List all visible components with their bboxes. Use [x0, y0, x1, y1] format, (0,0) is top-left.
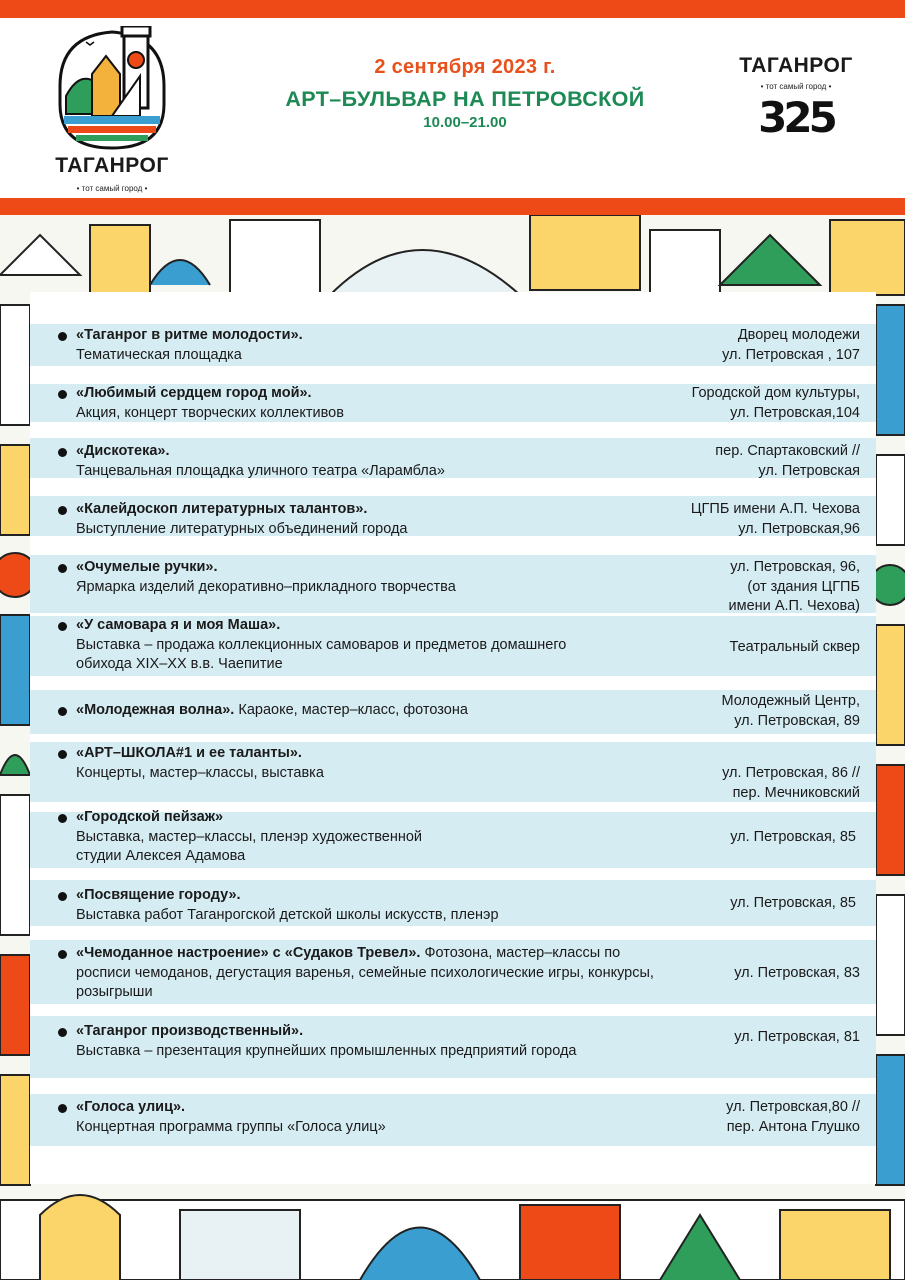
bullet-icon [58, 707, 67, 716]
bullet-icon [58, 506, 67, 515]
item-location-line: Молодежный Центр, [721, 693, 860, 709]
item-name: «Городской пейзаж» [76, 809, 224, 825]
bullet-icon [58, 814, 67, 823]
logo-right-tagline: • тот самый город • [760, 82, 832, 91]
item-description: Ярмарка изделий декоративно–прикладного творчества [76, 578, 456, 595]
item-description: Концерты, мастер–классы, выставка [76, 764, 324, 781]
anniversary-number: 325 [758, 93, 834, 142]
bullet-icon [58, 622, 67, 631]
item-description: Караоке, мастер–класс, фотозона [234, 702, 468, 718]
item-description: Выставка работ Таганрогской детской школы искусств, пленэр [76, 906, 499, 923]
item-location-line: ул. Петровская, 81 [734, 1029, 860, 1045]
city-emblem-icon [52, 26, 172, 152]
item-location-line: имени А.П. Чехова) [728, 598, 860, 614]
title-block [200, 56, 730, 131]
item-name: «Любимый сердцем город мой». [76, 385, 312, 401]
event-hours: 10.00–21.00 [423, 114, 507, 131]
item-location-line: пер. Мечниковский [732, 784, 860, 801]
top-orange-stripe [0, 0, 905, 18]
item-description: Выставка – продажа коллекционных самоваров и предметов домашнего обихода XIX–XX в.в. Чаепитие [76, 636, 567, 672]
item-location-line: пер. Антона Глушко [726, 1118, 860, 1135]
item-location-line: ул. Петровская,96 [738, 520, 860, 537]
bullet-icon [58, 1028, 67, 1037]
item-location-line: ул. Петровская,104 [730, 404, 860, 421]
item-name: «У самовара я и моя Маша». [76, 617, 281, 633]
item-name: «Калейдоскоп литературных талантов». [76, 501, 368, 517]
bullet-icon [58, 332, 67, 341]
logo-right-city: ТАГАНРОГ [739, 54, 853, 77]
item-name: «Очумелые ручки». [76, 559, 218, 575]
taganrog-325-logo [726, 54, 866, 184]
item-location-line: ул. Петровская [758, 462, 860, 479]
item-description: Выступление литературных объединений города [76, 520, 408, 537]
bullet-icon [58, 564, 67, 573]
header [0, 18, 905, 198]
item-location-line: Дворец молодежи [737, 327, 860, 343]
item-name: «Таганрог производственный». [76, 1023, 304, 1039]
taganrog-logo-left [52, 26, 172, 196]
item-location-line: Театральный сквер [729, 639, 860, 655]
item-description: Выставка – презентация крупнейших промышленных предприятий города [76, 1042, 577, 1059]
bullet-icon [58, 1104, 67, 1113]
item-location-line: ул. Петровская, 85 [730, 829, 856, 845]
item-location-line: ул. Петровская, 83 [734, 965, 860, 981]
middle-orange-stripe [0, 198, 905, 215]
event-date: 2 сентября 2023 г. [374, 56, 556, 78]
item-location-line: ЦГПБ имени А.П. Чехова [690, 501, 860, 517]
item-location-line: ул. Петровская, 89 [734, 712, 860, 729]
bullet-icon [58, 390, 67, 399]
item-name: «Молодежная волна». [76, 702, 235, 718]
item-location-line: Городской дом культуры, [691, 385, 860, 401]
item-name: «Дискотека». [76, 443, 170, 459]
item-location-line: (от здания ЦГПБ [747, 578, 860, 595]
bullet-icon [58, 750, 67, 759]
item-location-line: ул. Петровская,80 // [726, 1099, 860, 1115]
item-description: Выставка, мастер–классы, пленэр художественной студии Алексея Адамова [76, 828, 423, 864]
item-name: «Посвящение городу». [76, 887, 241, 903]
bullet-icon [58, 950, 67, 959]
item-description: Акция, концерт творческих коллективов [76, 404, 344, 421]
item-name: «Таганрог в ритме молодости». [76, 327, 303, 343]
item-location-line: пер. Спартаковский // [715, 443, 860, 459]
item-name: «АРТ–ШКОЛА#1 и ее таланты». [76, 745, 302, 761]
event-title: АРТ–БУЛЬВАР НА ПЕТРОВСКОЙ [285, 87, 645, 111]
item-description: Концертная программа группы «Голоса улиц» [76, 1118, 386, 1135]
item-location-line: ул. Петровская, 85 [730, 895, 856, 911]
bullet-icon [58, 448, 67, 457]
logo-left-tagline: • тот самый город • [76, 184, 148, 193]
item-description: Танцевальная площадка уличного театра «Ларамбла» [76, 462, 445, 479]
item-name: «Голоса улиц». [76, 1099, 186, 1115]
item-location-line: ул. Петровская , 107 [722, 346, 860, 363]
item-description: Тематическая площадка [76, 346, 242, 363]
bullet-icon [58, 892, 67, 901]
item-location-line: ул. Петровская, 96, [730, 559, 860, 575]
item-name: «Чемоданное настроение» с «Судаков Тревел». [76, 945, 421, 961]
item-location-line: ул. Петровская, 86 // [722, 765, 860, 781]
logo-left-city: ТАГАНРОГ [55, 154, 169, 177]
item-description: Фотозона, мастер–классы по росписи чемоданов, дегустация варенья, семейные психологические игры, конкурсы, розыгрыши [76, 945, 654, 1000]
